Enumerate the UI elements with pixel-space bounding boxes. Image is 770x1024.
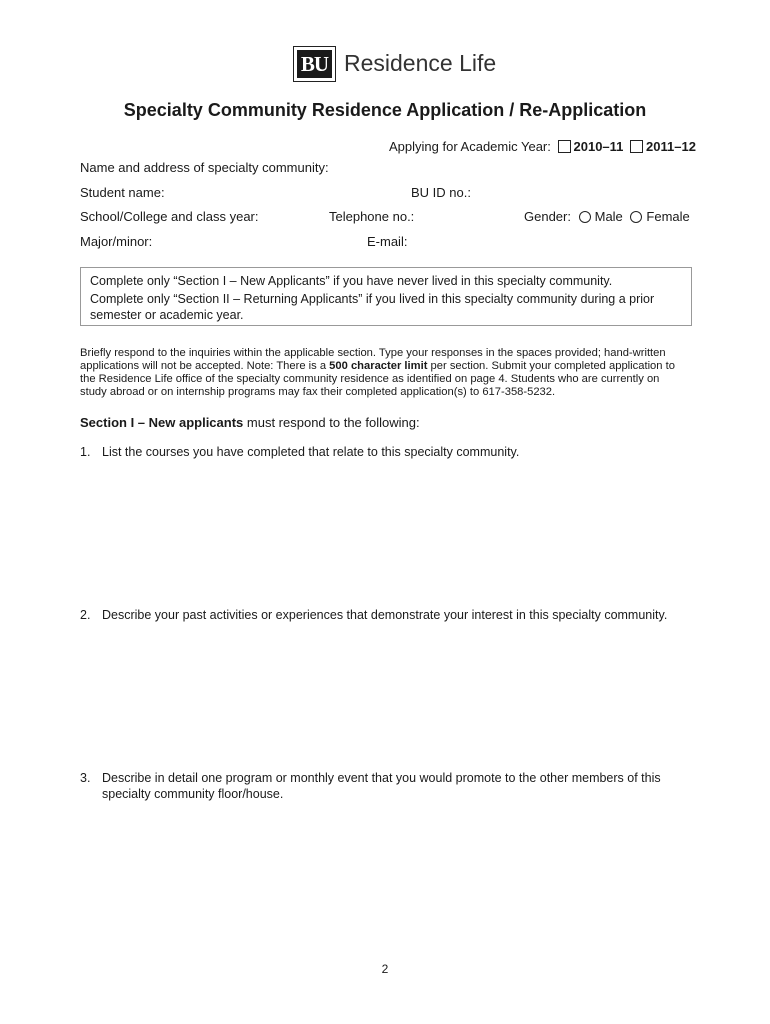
question-3-text-continued: specialty community floor/house. [102, 787, 284, 801]
community-field-label: Name and address of specialty community: [80, 160, 329, 175]
instructions-line-4: study abroad or on internship programs may fax their completed application(s) to 617-358-5232. [80, 386, 556, 398]
gender-row [524, 209, 690, 224]
gender-label: Gender: [524, 209, 571, 224]
notice-line-3: semester or academic year. [90, 308, 244, 322]
page-title: Specialty Community Residence Application / Re-Application [123, 100, 647, 120]
instructions-line-3: the Residence Life office of the specialty community residence as identified on page 4. Students who are currently on [80, 373, 660, 385]
bu-logo-mark: BU [297, 50, 332, 78]
gender-male-label: Male [594, 209, 623, 224]
instructions-line-2-pre: applications will not be accepted. Note: There is a [80, 360, 330, 372]
year-2011-label: 2011–12 [646, 139, 696, 154]
gender-female-radio[interactable] [630, 211, 642, 223]
bu-logo [293, 46, 336, 82]
residence-life-logo-text: Residence Life [344, 50, 497, 76]
notice-line-1: Complete only “Section I – New Applicants” if you have never lived in this specialty community. [90, 274, 613, 288]
question-1-text: List the courses you have completed that relate to this specialty community. [102, 445, 520, 459]
school-label: School/College and class year: [80, 209, 259, 224]
instructions-line-1: Briefly respond to the inquiries within the applicable section. Type your responses in the spaces provided; hand-written [80, 347, 666, 359]
instructions-line-2-post: per section. Submit your completed application to [427, 360, 675, 372]
academic-year-label: Applying for Academic Year: [389, 139, 551, 154]
gender-male-radio[interactable] [579, 211, 591, 223]
email-label: E-mail: [367, 234, 408, 249]
year-2010-checkbox[interactable] [558, 140, 571, 153]
section-1-heading-rest: must respond to the following: [243, 415, 420, 430]
year-2011-checkbox[interactable] [630, 140, 643, 153]
notice-line-2: Complete only “Section II – Returning Applicants” if you lived in this specialty community during a prior [90, 292, 655, 306]
character-limit-text: 500 character limit [329, 360, 428, 372]
gender-female-label: Female [646, 209, 690, 224]
academic-year-row [389, 139, 696, 154]
major-label: Major/minor: [80, 234, 153, 249]
question-3-text: Describe in detail one program or monthly event that you would promote to the other members of this [102, 771, 661, 785]
year-2010-label: 2010–11 [573, 139, 624, 154]
section-1-heading [80, 415, 420, 430]
question-2-number: 2. [80, 608, 91, 622]
telephone-label: Telephone no.: [329, 209, 415, 224]
instructions-line-2 [80, 360, 675, 373]
section-notice-box [80, 267, 692, 326]
question-2-text: Describe your past activities or experiences that demonstrate your interest in this specialty community. [102, 608, 668, 622]
question-3-number: 3. [80, 771, 91, 785]
question-1-number: 1. [80, 445, 91, 459]
section-1-heading-bold: Section I – New applicants [80, 415, 244, 430]
student-name-label: Student name: [80, 185, 165, 200]
bu-id-label: BU ID no.: [411, 185, 471, 200]
page-number: 2 [381, 962, 389, 976]
